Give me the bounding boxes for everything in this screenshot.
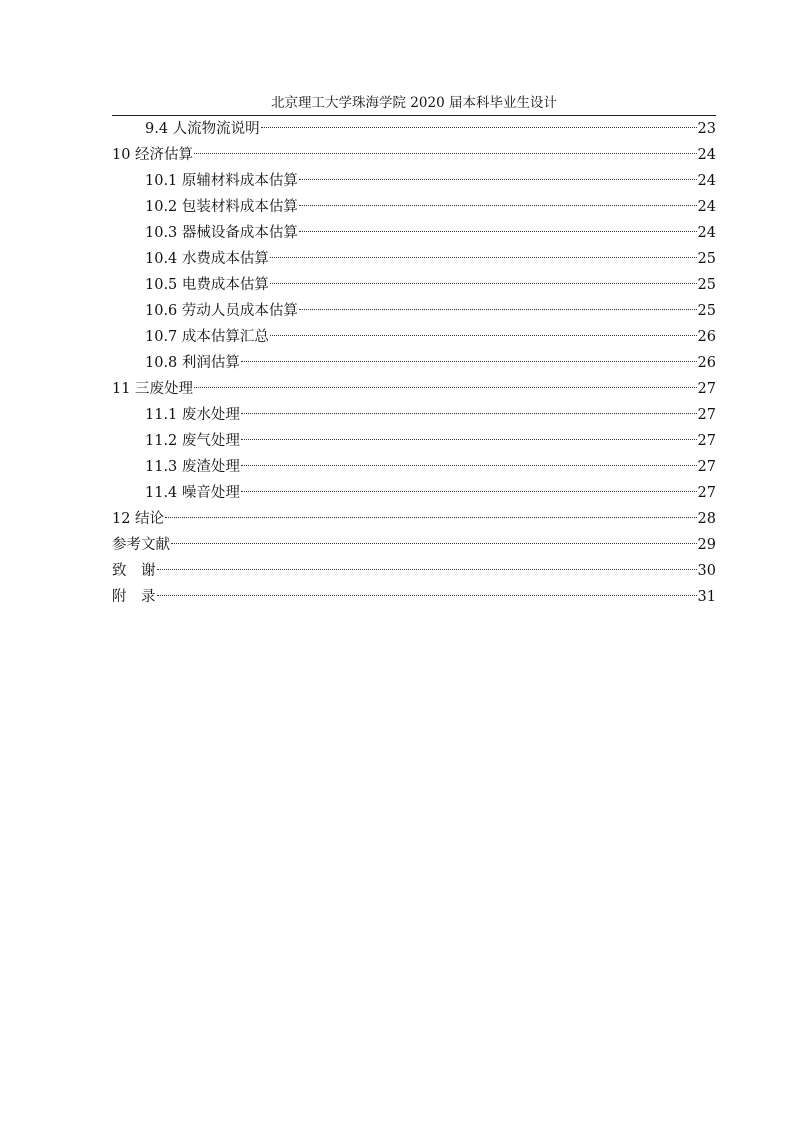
- toc-entry[interactable]: [112, 168, 716, 194]
- toc-leader-dots: [270, 283, 697, 284]
- toc-entry[interactable]: [112, 272, 716, 298]
- toc-entry-label: 10.1 原辅材料成本估算: [145, 173, 298, 189]
- toc-entry-page: 24: [697, 225, 716, 241]
- toc-entry-page: 24: [697, 147, 716, 163]
- toc-entry-page: 25: [697, 277, 716, 293]
- toc-entry-label: 10.3 器械设备成本估算: [145, 225, 298, 241]
- page-header: 北京理工大学珠海学院 2020 届本科毕业生设计: [271, 95, 557, 111]
- toc-leader-dots: [299, 231, 697, 232]
- toc-entry-label: 11.3 废渣处理: [145, 459, 240, 475]
- toc-leader-dots: [241, 465, 697, 466]
- toc-entry-page: 27: [697, 459, 716, 475]
- toc-entry-label: 参考文献: [112, 537, 170, 553]
- toc-entry-label: 11.4 噪音处理: [145, 485, 240, 501]
- toc-entry-label: 致 谢: [112, 563, 156, 579]
- toc-entry[interactable]: [112, 194, 716, 220]
- toc-leader-dots: [241, 491, 697, 492]
- toc-entry-page: 29: [697, 537, 716, 553]
- toc-entry-label: 10 经济估算: [112, 147, 194, 163]
- toc-leader-dots: [241, 439, 697, 440]
- toc-entry-page: 27: [697, 485, 716, 501]
- toc-entry-label: 附 录: [112, 589, 156, 605]
- toc-entry-page: 25: [697, 303, 716, 319]
- toc-leader-dots: [194, 153, 696, 154]
- toc-leader-dots: [270, 257, 697, 258]
- toc-entry-page: 23: [697, 121, 716, 137]
- toc-entry[interactable]: [112, 402, 716, 428]
- toc-leader-dots: [194, 387, 696, 388]
- toc-leader-dots: [261, 127, 697, 128]
- toc-entry-page: 27: [697, 381, 716, 397]
- toc-entry-page: 27: [697, 407, 716, 423]
- toc-entry-label: 10.5 电费成本估算: [145, 277, 269, 293]
- toc-entry-label: 11.2 废气处理: [145, 433, 240, 449]
- toc-entry-label: 12 结论: [112, 511, 165, 527]
- toc-leader-dots: [270, 335, 697, 336]
- toc-entry[interactable]: [112, 584, 716, 610]
- toc-entry[interactable]: [112, 298, 716, 324]
- toc-entry-page: 28: [697, 511, 716, 527]
- toc-entry[interactable]: [112, 454, 716, 480]
- toc-entry-label: 10.6 劳动人员成本估算: [145, 303, 298, 319]
- toc-entry-label: 9.4 人流物流说明: [145, 121, 260, 137]
- toc-entry-page: 24: [697, 173, 716, 189]
- toc-entry[interactable]: [112, 350, 716, 376]
- toc-entry[interactable]: [112, 116, 716, 142]
- toc-entry[interactable]: [112, 480, 716, 506]
- toc-entry[interactable]: [112, 220, 716, 246]
- toc-entry[interactable]: [112, 142, 716, 168]
- toc-entry[interactable]: [112, 506, 716, 532]
- toc-leader-dots: [299, 309, 697, 310]
- toc-entry-label: 10.7 成本估算汇总: [145, 329, 269, 345]
- toc-entry-label: 10.2 包装材料成本估算: [145, 199, 298, 215]
- toc-entry-page: 31: [697, 589, 716, 605]
- toc-leader-dots: [157, 595, 697, 596]
- toc-entry-page: 24: [697, 199, 716, 215]
- toc-leader-dots: [171, 543, 697, 544]
- toc-entry[interactable]: [112, 428, 716, 454]
- toc-entry-page: 26: [697, 329, 716, 345]
- toc-entry-label: 11 三废处理: [112, 381, 194, 397]
- toc-entry-page: 30: [697, 563, 716, 579]
- toc-entry-label: 10.4 水费成本估算: [145, 251, 269, 267]
- toc-leader-dots: [299, 205, 697, 206]
- toc-leader-dots: [157, 569, 697, 570]
- toc-leader-dots: [241, 361, 697, 362]
- table-of-contents: [112, 116, 716, 610]
- toc-leader-dots: [299, 179, 697, 180]
- toc-leader-dots: [165, 517, 696, 518]
- toc-leader-dots: [241, 413, 697, 414]
- toc-entry-label: 10.8 利润估算: [145, 355, 240, 371]
- toc-entry[interactable]: [112, 246, 716, 272]
- toc-entry-page: 27: [697, 433, 716, 449]
- toc-entry-page: 25: [697, 251, 716, 267]
- toc-entry[interactable]: [112, 376, 716, 402]
- toc-entry[interactable]: [112, 558, 716, 584]
- toc-entry-label: 11.1 废水处理: [145, 407, 240, 423]
- toc-entry-page: 26: [697, 355, 716, 371]
- toc-entry[interactable]: [112, 532, 716, 558]
- toc-entry[interactable]: [112, 324, 716, 350]
